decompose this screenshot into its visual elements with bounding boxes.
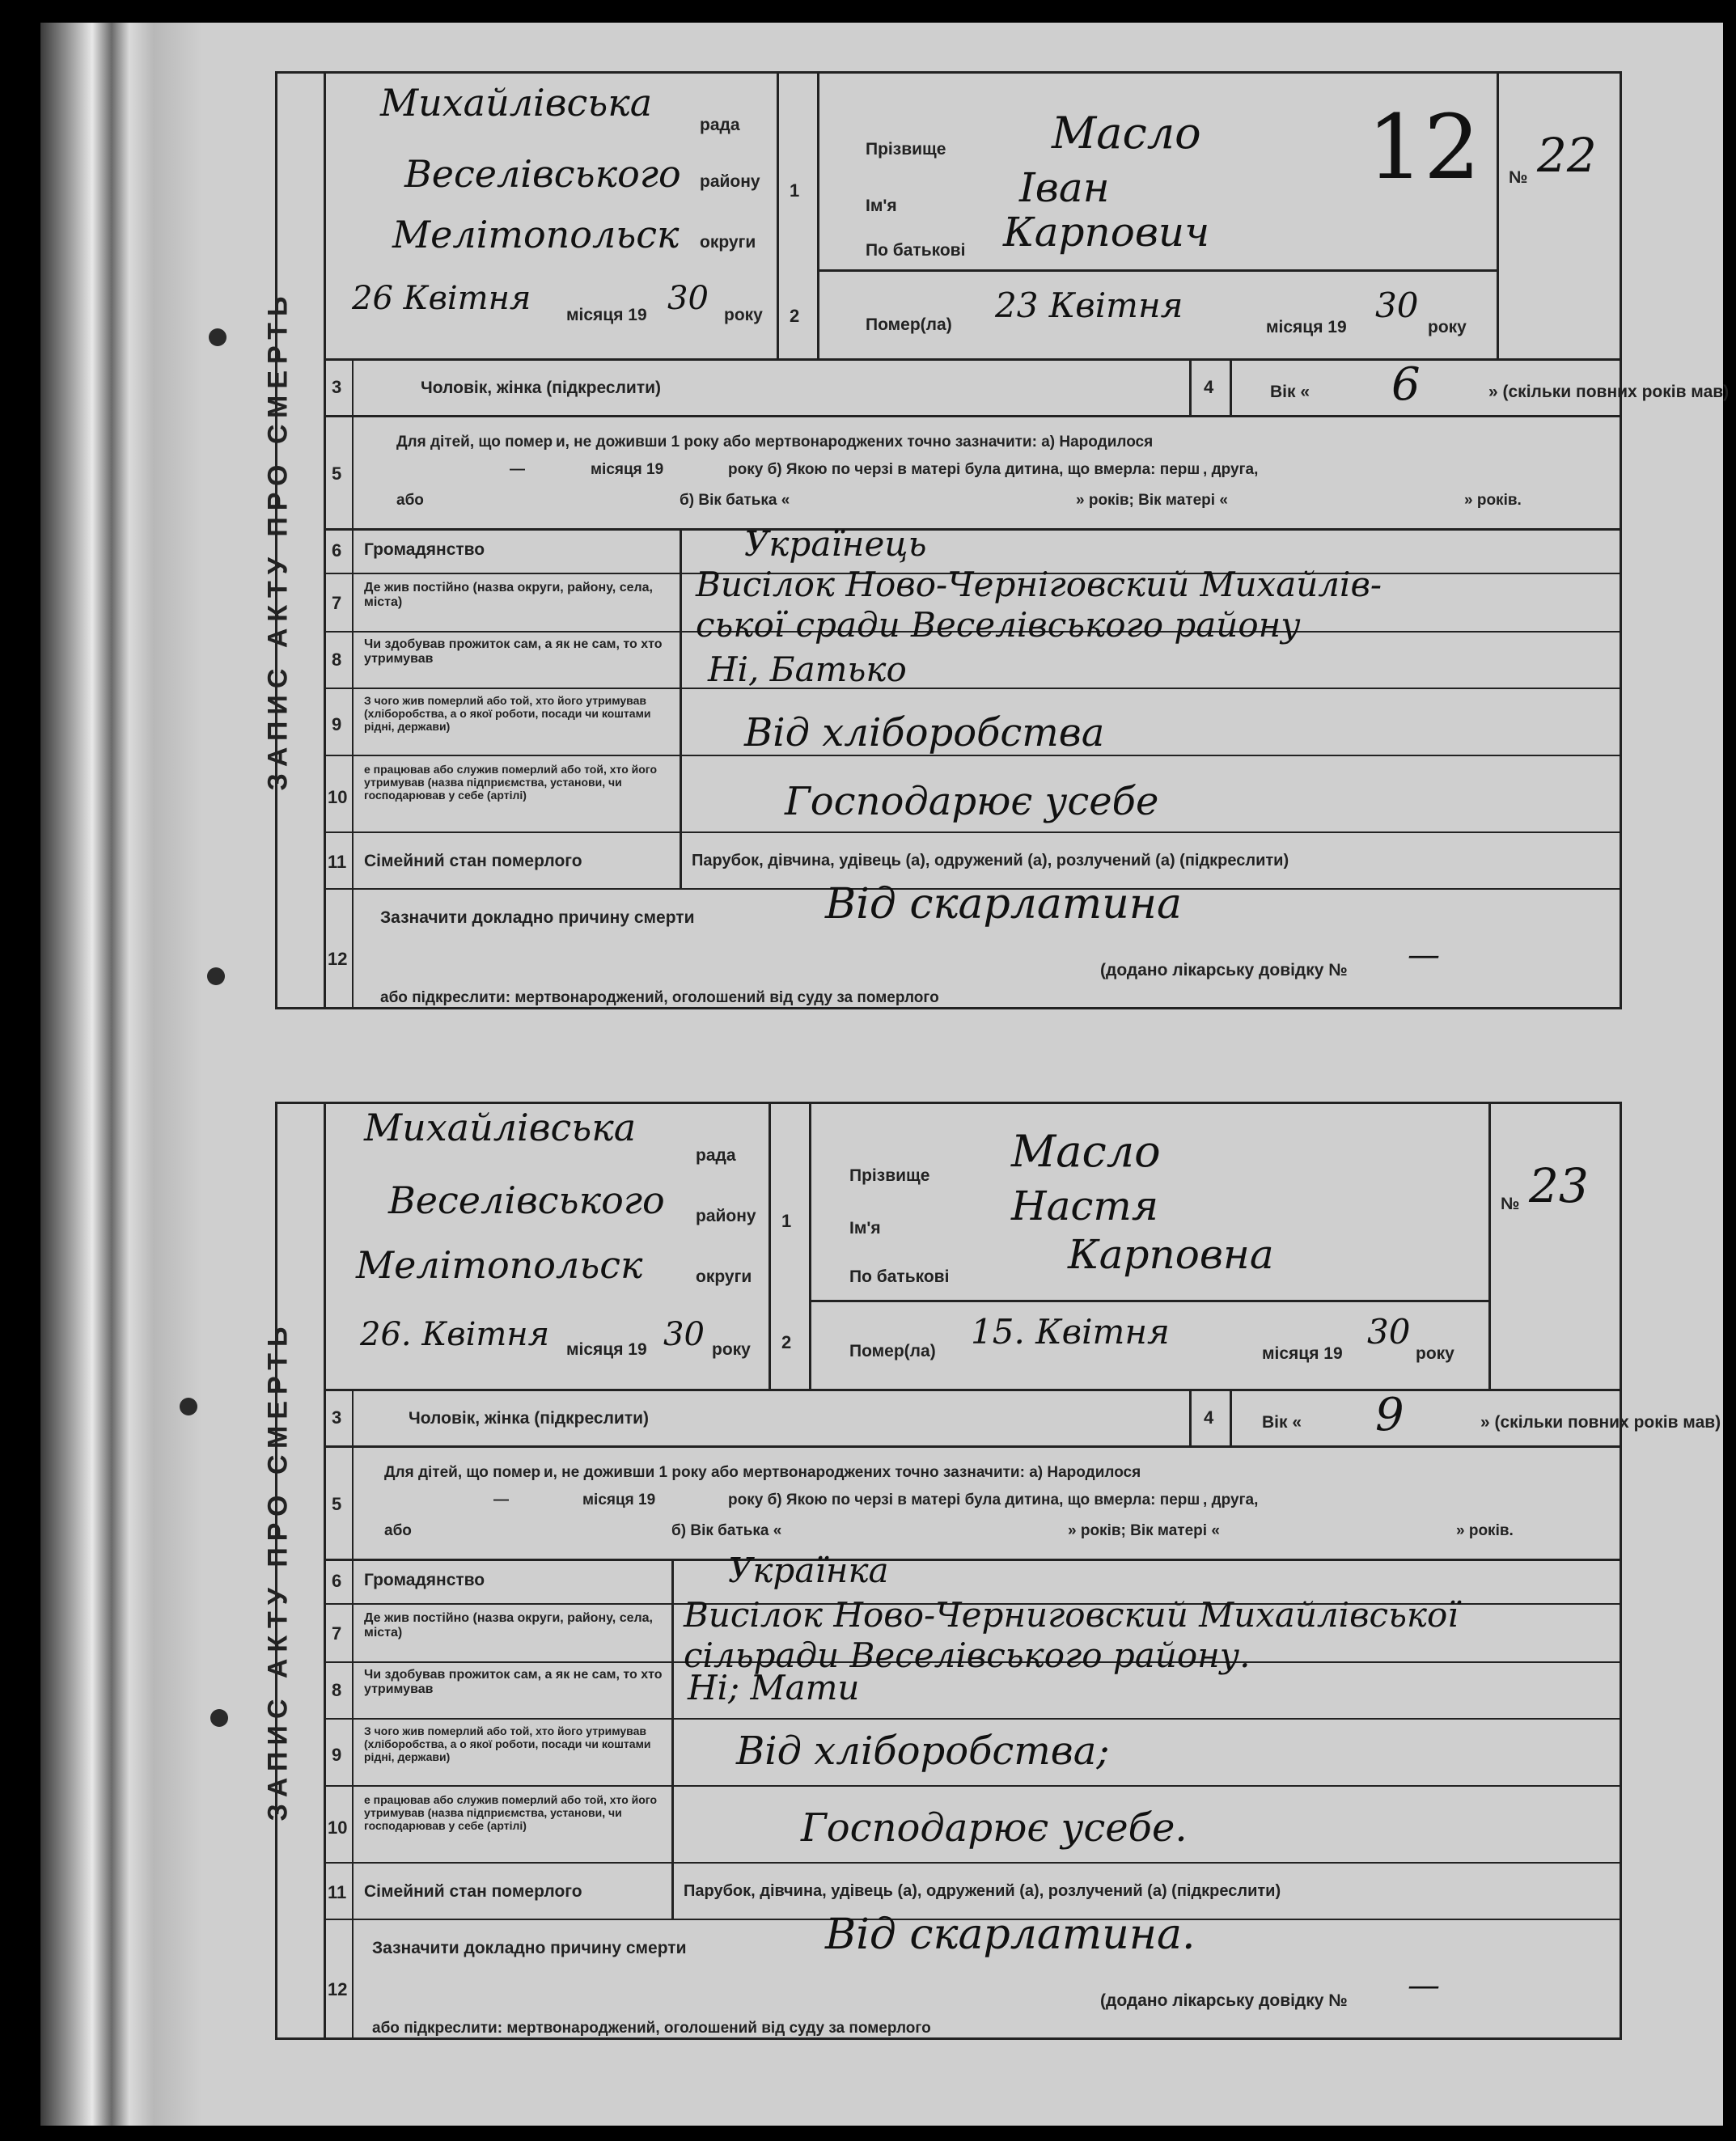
death-year: 30 xyxy=(1375,286,1419,325)
punch-hole xyxy=(210,1709,228,1727)
livelihood: Від хліборобства xyxy=(744,710,1105,755)
registration-year: 30 xyxy=(663,1316,705,1353)
first-name: Іван xyxy=(1019,164,1110,211)
death-record-1: ЗАПИС АКТУ ПРО СМЕРТЬ Михайлівська рада Веселівського району Мелітопольск округи 26 Квітня місяця 19 30 року 1 2 Прізвище Масло Ім'я Іван По батькові Карпович Помер(ла) 23 Квітня місяця 19 30 року № 22 3 Чоловік, жінка (підкреслити) 4 Вік « 6 » (скільки повних років мав) 5 Для дітей, що помер и, не доживши 1 року або мертвонароджених точно зазначити: а) Народилося — місяця 19 року б) Якою по черзі в матері була дитина, що вмерла: перш , друга, або б) Вік батька « » років; Вік матері « » років. 6 Громадянство Українець 7 Де жив постійно (назва округи, району, села, міста) Висілок Ново-Черніговский Михайлів- ської сради Веселівського району 8 Чи здобував прожиток сам, а як не сам, то хто утримував Ні, Батько 9 З чого жив померлий або той, хто його утримував (хліборобства, а о якої роботи, посади чи коштами рідні, держави) Від хліборобства 10 е працював або служив померлий або той, хто його утримував (назва підприємства, установи, чи господарював у себе (артілі) Господарює усебе 11 Сімейний стан померлого Парубок, дівчина, удівець (а), одружений (а), розлучений (а) (підкреслити) 12 Зазначити докладно причину смерти Від скарлатина (додано лікарську довідку № — або підкреслити: мертвонароджений, оголошений від суду за померлого xyxy=(259,71,1634,1009)
corner-number: 12 xyxy=(1367,95,1480,199)
age: 6 xyxy=(1391,358,1421,411)
district: Веселівського xyxy=(388,1178,665,1222)
registration-year: 30 xyxy=(667,280,709,317)
residence-line-2: сільради Веселівського району. xyxy=(684,1635,1251,1675)
support: Ні, Батько xyxy=(708,649,907,689)
punch-hole xyxy=(207,967,225,985)
council: Михайлівська xyxy=(364,1106,637,1149)
punch-hole xyxy=(209,328,227,346)
cause-of-death: Від скарлатина xyxy=(825,880,1182,929)
district: Веселівського xyxy=(404,152,681,196)
livelihood: Від хліборобства; xyxy=(736,1728,1110,1774)
side-title: ЗАПИС АКТУ ПРО СМЕРТЬ xyxy=(262,290,294,791)
residence-line-1: Висілок Ново-Черніговский Михайлів- xyxy=(696,565,1382,604)
death-date: 23 Квітня xyxy=(995,286,1183,325)
work: Господарює усебе xyxy=(785,779,1159,824)
patronymic: Карповна xyxy=(1068,1231,1274,1278)
record-number: 22 xyxy=(1537,128,1597,183)
registration-date: 26 Квітня xyxy=(352,280,531,317)
citizenship: Українець xyxy=(744,524,927,564)
first-name: Настя xyxy=(1011,1183,1158,1229)
record-number: 23 xyxy=(1529,1158,1589,1213)
patronymic: Карпович xyxy=(1003,209,1210,256)
cause-of-death: Від скарлатина. xyxy=(825,1910,1196,1959)
registration-date: 26. Квітня xyxy=(360,1316,550,1353)
support: Ні; Мати xyxy=(688,1668,860,1707)
surname: Масло xyxy=(1052,108,1201,159)
certificate-number: — xyxy=(1408,1967,1440,2004)
age: 9 xyxy=(1375,1389,1404,1441)
certificate-number: — xyxy=(1408,937,1440,974)
side-title: ЗАПИС АКТУ ПРО СМЕРТЬ xyxy=(262,1320,294,1822)
council: Михайлівська xyxy=(380,81,653,125)
surname: Масло xyxy=(1011,1126,1161,1177)
binding-fold xyxy=(40,23,202,2126)
okrug: Мелітопольск xyxy=(392,213,680,256)
work: Господарює усебе. xyxy=(801,1805,1188,1851)
citizenship: Українка xyxy=(728,1551,889,1590)
punch-hole xyxy=(180,1398,197,1415)
death-date: 15. Квітня xyxy=(971,1312,1170,1352)
okrug: Мелітопольск xyxy=(356,1243,643,1287)
residence-line-1: Висілок Ново-Черниговский Михайлівської xyxy=(684,1595,1459,1635)
residence-line-2: ської сради Веселівського району xyxy=(696,605,1301,645)
death-year: 30 xyxy=(1367,1312,1411,1352)
death-record-2: ЗАПИС АКТУ ПРО СМЕРТЬ Михайлівська рада Веселівського району Мелітопольск округи 26. Квітня місяця 19 30 року 1 2 Прізвище Масло Ім'я Настя По батькові Карповна Помер(ла) 15. Квітня місяця 19 30 року № 23 3 Чоловік, жінка (підкреслити) 4 Вік « 9 » (скільки повних років мав) 5 Для дітей, що помер и, не доживши 1 року або мертвонароджених точно зазначити: а) Народилося — місяця 19 року б) Якою по черзі в матері була дитина, що вмерла: перш , друга, або б) Вік батька « » років; Вік матері « » років. 6 Громадянство Українка 7 Де жив постійно (назва округи, району, села, міста) Висілок Ново-Черниговский Михайлівської сільради Веселівського району. 8 Чи здобував прожиток сам, а як не сам, то хто утримував Ні; Мати 9 З чого жив померлий або той, хто його утримував (хліборобства, а о якої роботи, посади чи коштами рідні, держави) Від хліборобства; 10 е працював або служив померлий або той, хто його утримував (назва підприємства, установи, чи господарював у себе (артілі) Господарює усебе. 11 Сімейний стан померлого Парубок, дівчина, удівець (а), одружений (а), розлучений (а) (підкреслити) 12 Зазначити докладно причину смерти Від скарлатина. (додано лікарську довідку № — або підкреслити: мертвонароджений, оголошений від суду за померлого xyxy=(259,1102,1634,2040)
